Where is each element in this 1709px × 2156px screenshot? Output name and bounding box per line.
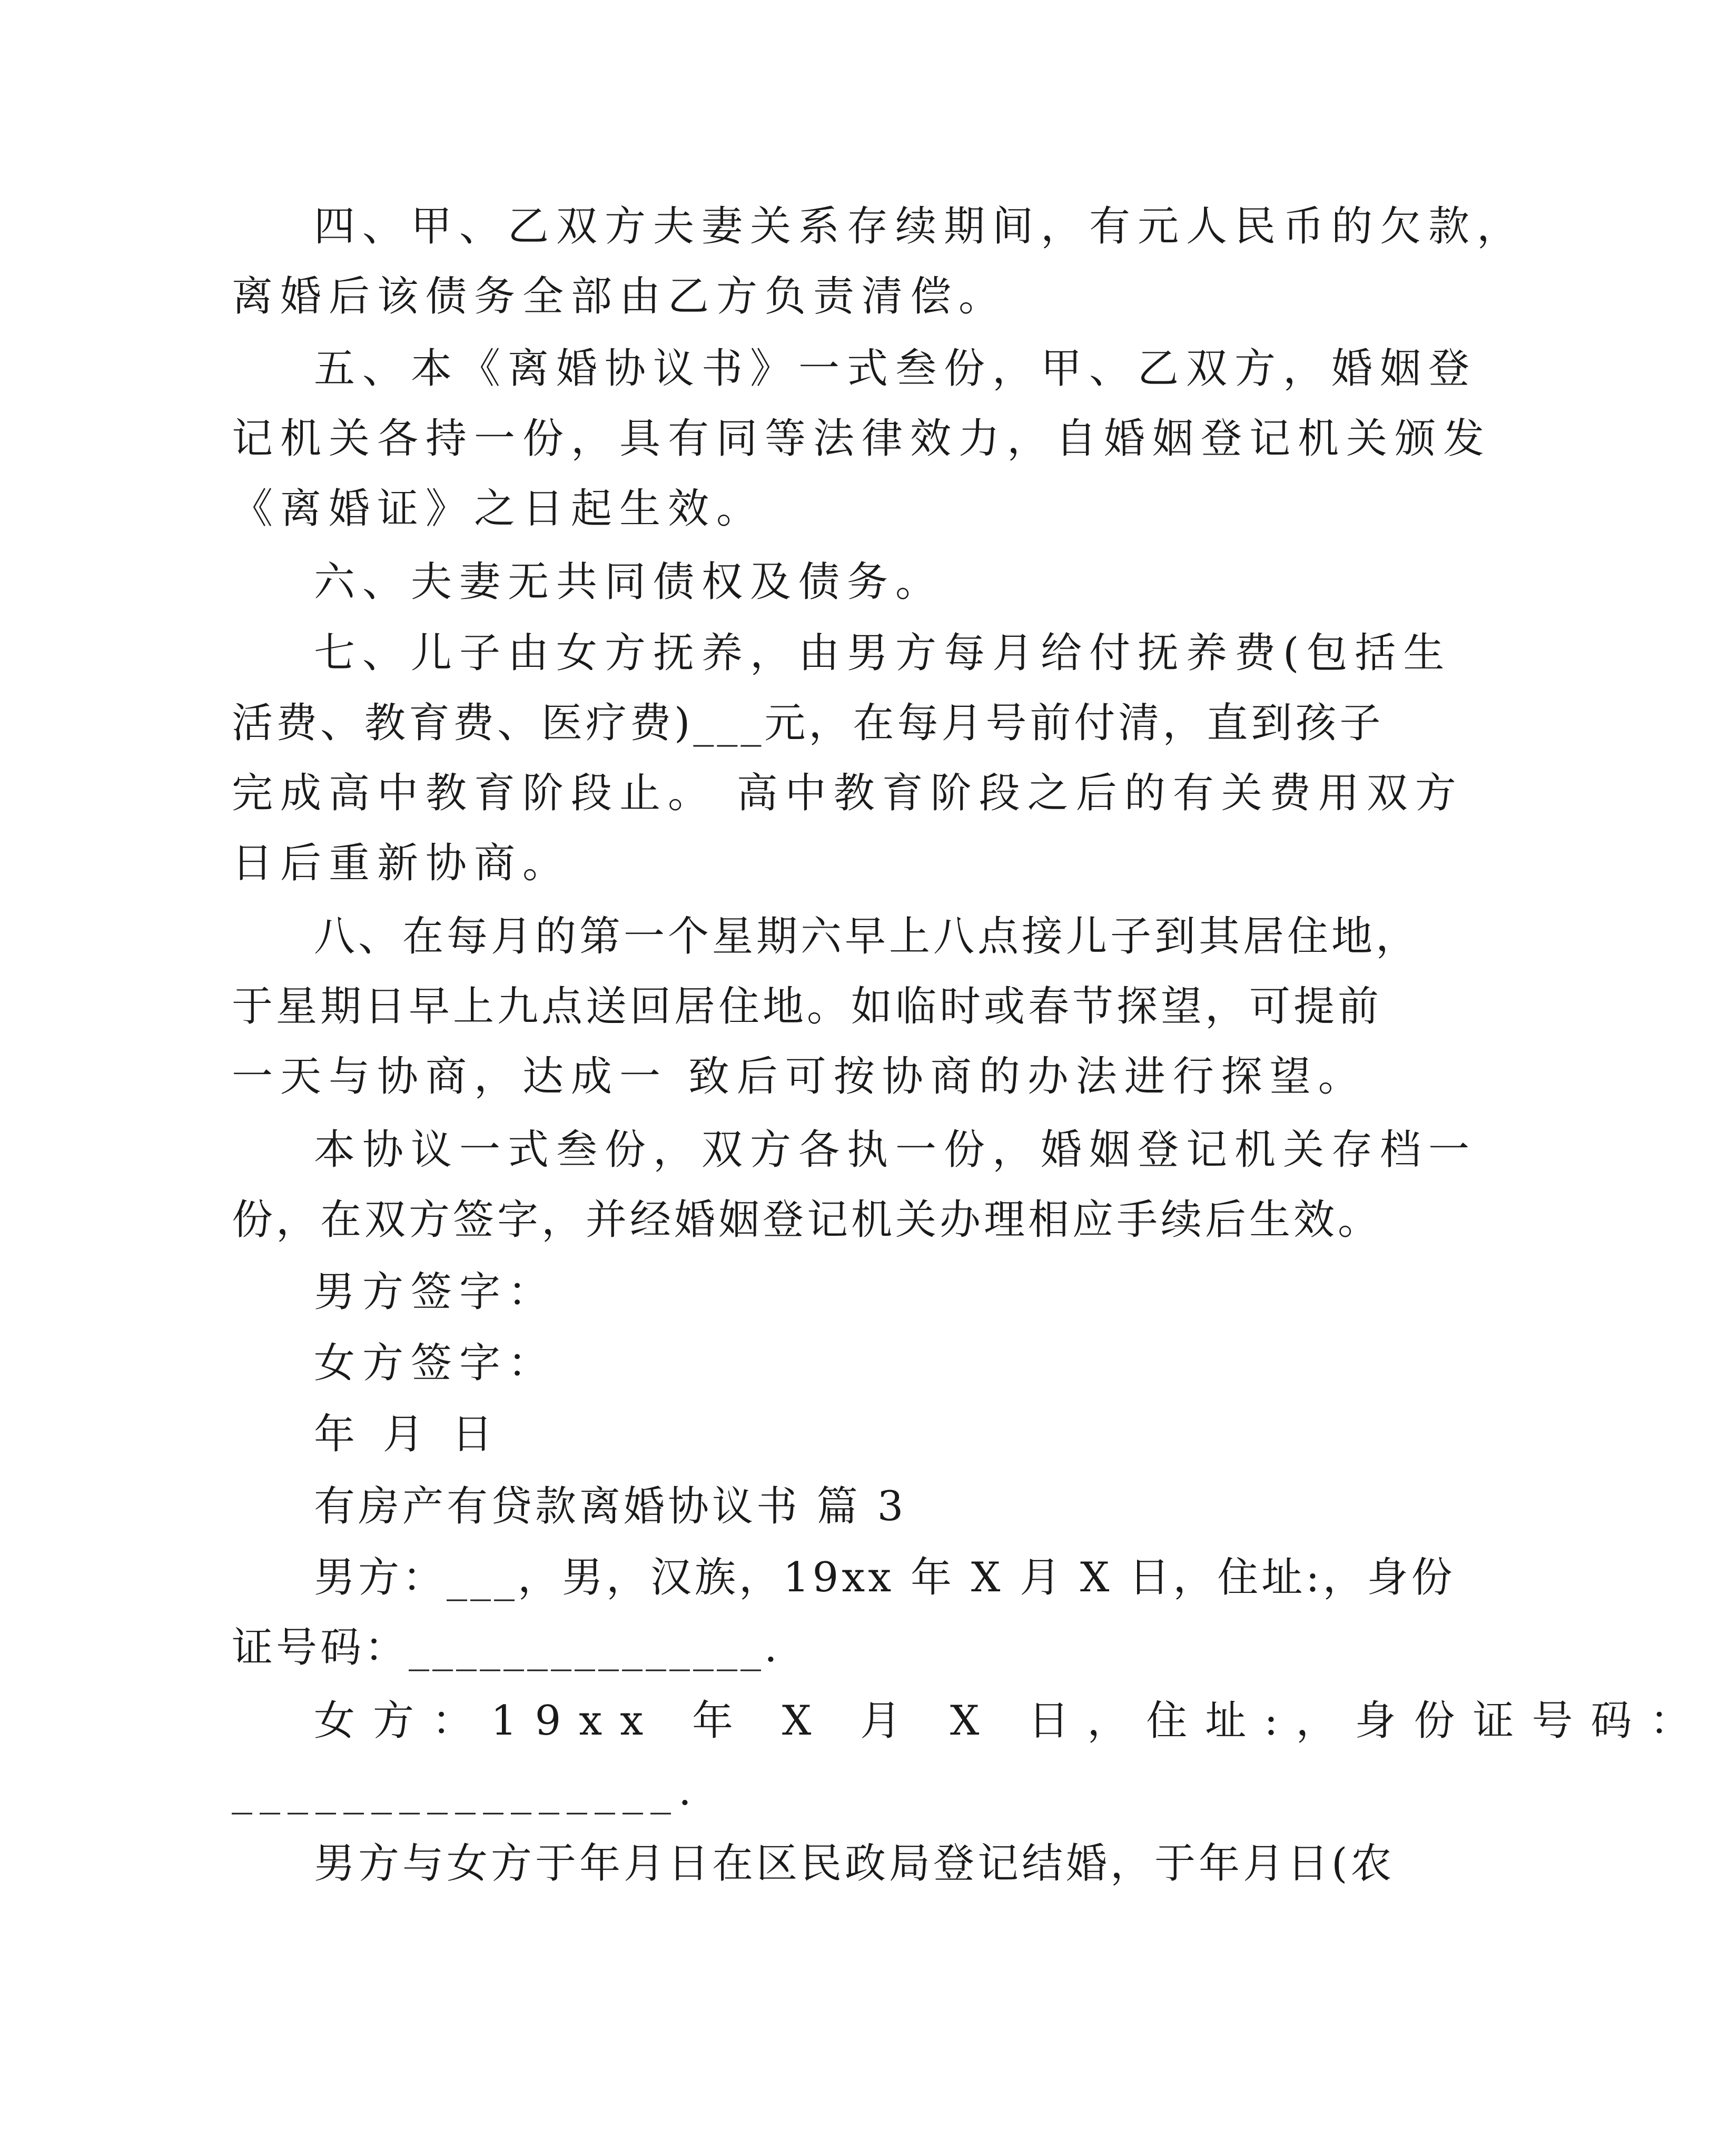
male-party-line-1: 男方：___，男，汉族，19xx 年 X 月 X 日，住址:，身份 xyxy=(314,1554,1456,1601)
female-party-line-2: ________________. xyxy=(232,1767,699,1815)
clause-7-line-1: 七、儿子由女方抚养，由男方每月给付抚养费(包括生 xyxy=(314,629,1452,677)
clause-7-line-2: 活费、教育费、医疗费)___元，在每月号前付清，直到孩子 xyxy=(232,700,1384,747)
section-heading: 有房产有贷款离婚协议书 篇 3 xyxy=(314,1483,907,1530)
clause-8-line-1: 八、在每月的第一个星期六早上八点接儿子到其居住地， xyxy=(314,913,1420,960)
male-signature-label: 男方签字： xyxy=(314,1268,557,1316)
male-party-line-2: 证号码：_______________. xyxy=(232,1624,781,1671)
clause-8-line-3: 一天与协商，达成一 致后可按协商的办法进行探望。 xyxy=(232,1053,1367,1100)
clause-7-line-4: 日后重新协商。 xyxy=(232,840,571,887)
clause-5-line-2: 记机关各持一份，具有同等法律效力，自婚姻登记机关颁发 xyxy=(232,415,1492,462)
clause-4-line-1: 四、甲、乙双方夫妻关系存续期间，有元人民币的欠款， xyxy=(314,203,1526,250)
date-line: 年 月 日 xyxy=(314,1411,500,1458)
clause-5-line-1: 五、本《离婚协议书》一式叁份，甲、乙双方，婚姻登 xyxy=(314,345,1477,392)
clause-5-line-3: 《离婚证》之日起生效。 xyxy=(232,485,765,533)
agreement-copies-line-2: 份，在双方签字，并经婚姻登记机关办理相应手续后生效。 xyxy=(232,1196,1382,1244)
marriage-registration-line: 男方与女方于年月日在区民政局登记结婚，于年月日(农 xyxy=(314,1840,1395,1887)
clause-8-line-2: 于星期日早上九点送回居住地。如临时或春节探望，可提前 xyxy=(232,983,1382,1030)
clause-7-line-3: 完成高中教育阶段止。 高中教育阶段之后的有关费用双方 xyxy=(232,770,1464,817)
female-party-line-1: 女方：19xx 年 X 月 X 日，住址:，身份证号码： xyxy=(314,1697,1709,1745)
clause-6: 六、夫妻无共同债权及债务。 xyxy=(314,558,944,606)
female-signature-label: 女方签字： xyxy=(314,1340,557,1387)
clause-4-line-2: 离婚后该债务全部由乙方负责清偿。 xyxy=(232,273,1007,320)
agreement-copies-line-1: 本协议一式叁份，双方各执一份，婚姻登记机关存档一 xyxy=(314,1126,1477,1174)
